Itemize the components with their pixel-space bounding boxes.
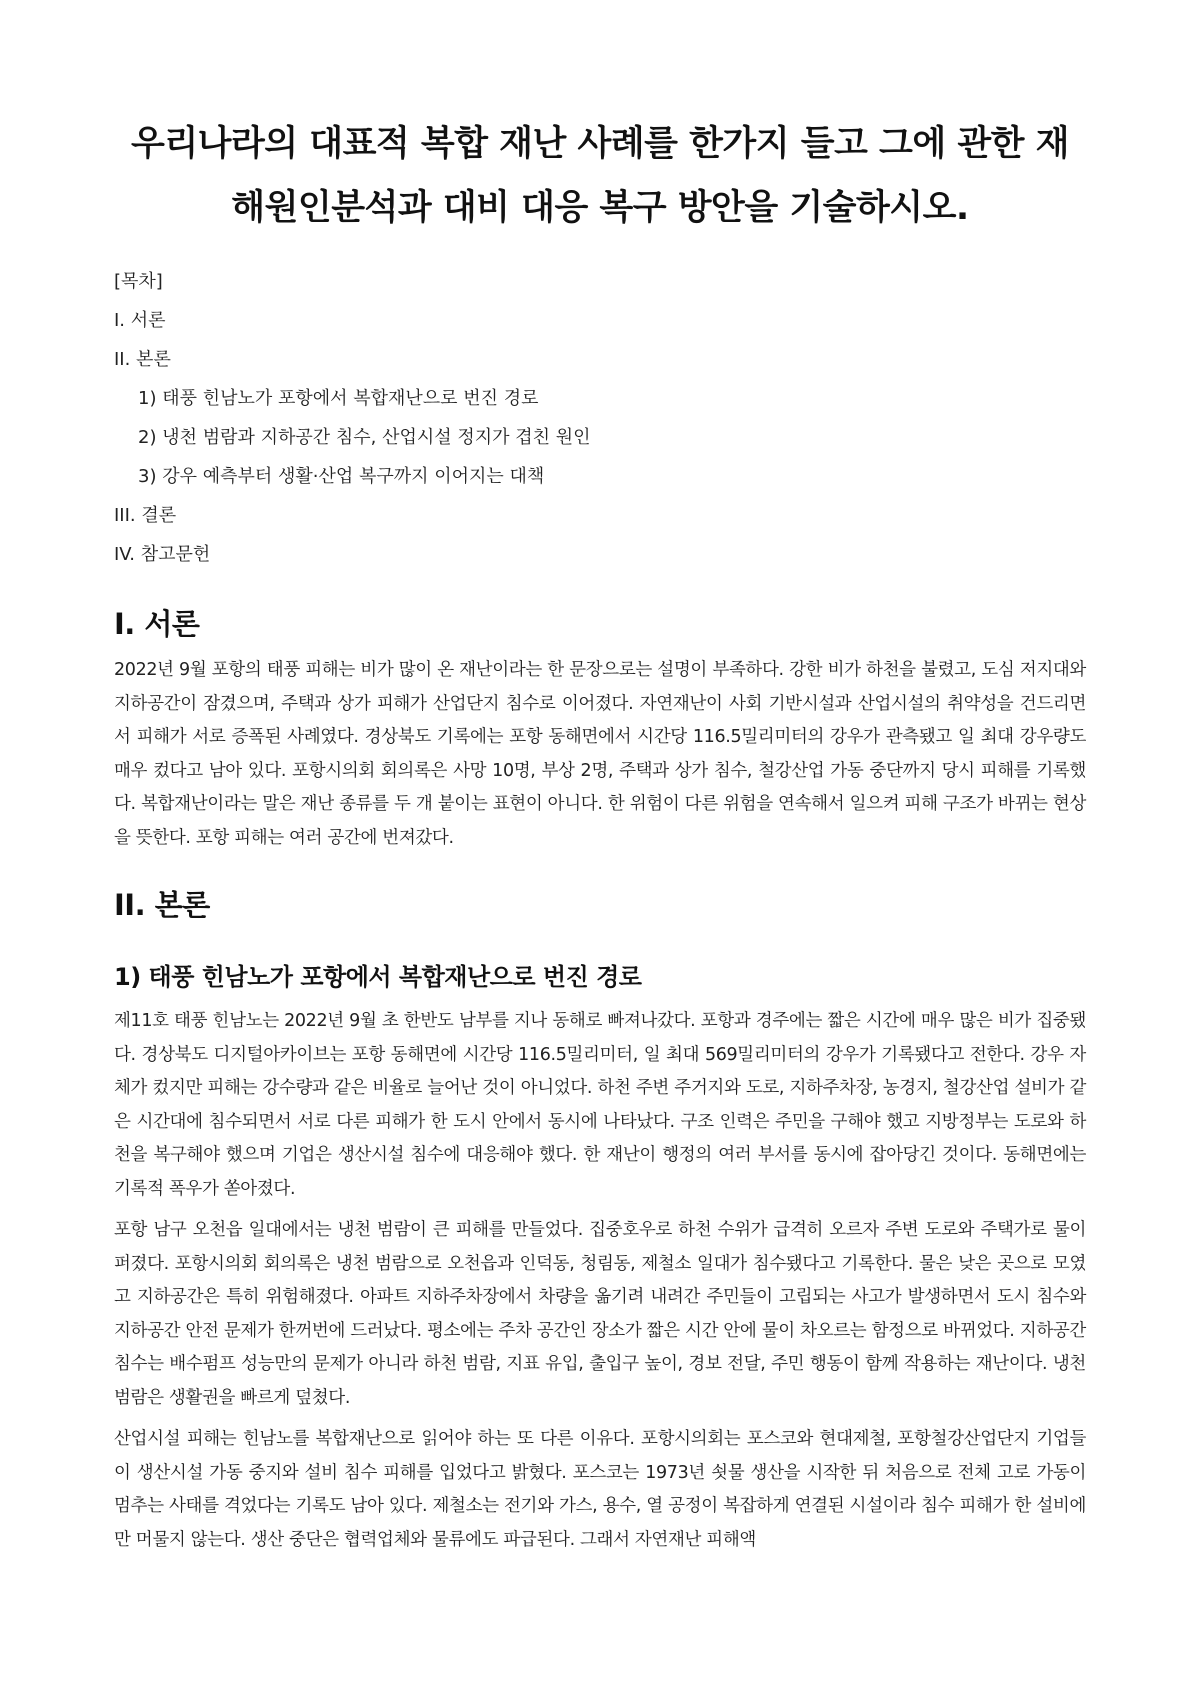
document-title-line-1: 우리나라의 대표적 복합 재난 사례를 한가지 들고 그에 관한 재 <box>131 124 1069 164</box>
body-heading: II. 본론 <box>114 888 210 922</box>
toc-heading: [목차] <box>114 271 163 292</box>
section-1-paragraph-3: 산업시설 피해는 힌남노를 복합재난으로 읽어야 하는 또 다른 이유다. 포항시의회는 포스코와 현대제철, 포항철강산업단지 기업들이 생산시설 가동 중지와 설비 침수 피해를 입었다고 밝혔다. 포스코는 1973년 쇳물 생산을 시작한 뒤 처음으로 전체 고로 가동이 멈추는 사태를 격었다는 기록도 남아 있다. 제철소는 전기와 가스, 용수, 열 공정이 복잡하게 연결된 시설이라 침수 피해가 한 설비에만 머물지 않는다. 생산 중단은 협력업체와 물류에도 파급된다. 그래서 자연재난 피해액 <box>114 1429 1086 1550</box>
section-1-paragraph-1: 제11호 태풍 힌남노는 2022년 9월 초 한반도 남부를 지나 동해로 빠져나갔다. 포항과 경주에는 짧은 시간에 매우 많은 비가 집중됐다. 경상북도 디지털아카이브는 포항 동해면에 시간당 116.5밀리미터, 일 최대 569밀리미터의 강우가 기록됐다고 전한다. 강우 자체가 컸지만 피해는 강수량과 같은 비율로 늘어난 것이 아니었다. 하천 주변 주거지와 도로, 지하주차장, 농경지, 철강산업 설비가 같은 시간대에 침수되면서 서로 다른 피해가 한 도시 안에서 동시에 나타났다. 구조 인력은 주민을 구해야 했고 지방정부는 도로와 하천을 복구해야 했으며 기업은 생산시설 침수에 대응해야 했다. 한 재난이 행정의 여러 부서를 동시에 잡아당긴 것이다. 동해면에는 기록적 폭우가 쏟아졌다. <box>114 1011 1086 1199</box>
toc-item-introduction: I. 서론 <box>114 310 166 331</box>
introduction-heading: I. 서론 <box>114 607 200 641</box>
document-title <box>114 112 1086 240</box>
toc-item-body-section-2: 2) 냉천 범람과 지하공간 침수, 산업시설 정지가 겹친 원인 <box>138 427 591 448</box>
table-of-contents <box>114 262 1086 574</box>
toc-item-body-section-3: 3) 강우 예측부터 생활·산업 복구까지 이어지는 대책 <box>138 466 545 487</box>
toc-item-references: IV. 참고문헌 <box>114 544 211 565</box>
section-1-heading: 1) 태풍 힌남노가 포항에서 복합재난으로 번진 경로 <box>114 963 642 991</box>
toc-item-conclusion: III. 결론 <box>114 505 177 526</box>
document-title-line-2: 해원인분석과 대비 대응 복구 방안을 기술하시오. <box>231 188 969 228</box>
toc-item-body: II. 본론 <box>114 349 171 370</box>
toc-item-body-section-1: 1) 태풍 힌남노가 포항에서 복합재난으로 번진 경로 <box>138 388 539 409</box>
introduction-paragraph: 2022년 9월 포항의 태풍 피해는 비가 많이 온 재난이라는 한 문장으로는 설명이 부족하다. 강한 비가 하천을 불렸고, 도심 저지대와 지하공간이 잠겼으며, 주택과 상가 피해가 산업단지 침수로 이어졌다. 자연재난이 사회 기반시설과 산업시설의 취약성을 건드리면서 피해가 서로 증폭된 사례였다. 경상북도 기록에는 포항 동해면에서 시간당 116.5밀리미터의 강우가 관측됐고 일 최대 강우량도 매우 컸다고 남아 있다. 포항시의회 회의록은 사망 10명, 부상 2명, 주택과 상가 침수, 철강산업 가동 중단까지 당시 피해를 기록했다. 복합재난이라는 말은 재난 종류를 두 개 붙이는 표현이 아니다. 한 위험이 다른 위험을 연속해서 일으켜 피해 구조가 바뀌는 현상을 뜻한다. 포항 피해는 여러 공간에 번져갔다. <box>114 660 1086 848</box>
section-1-paragraph-2: 포항 남구 오천읍 일대에서는 냉천 범람이 큰 피해를 만들었다. 집중호우로 하천 수위가 급격히 오르자 주변 도로와 주택가로 물이 퍼졌다. 포항시의회 회의록은 냉천 범람으로 오천읍과 인덕동, 청림동, 제철소 일대가 침수됐다고 기록한다. 물은 낮은 곳으로 모였고 지하공간은 특히 위험해졌다. 아파트 지하주차장에서 차량을 옮기려 내려간 주민들이 고립되는 사고가 발생하면서 도시 침수와 지하공간 안전 문제가 한꺼번에 드러났다. 평소에는 주차 공간인 장소가 짧은 시간 안에 물이 차오르는 함정으로 바뀌었다. 지하공간 침수는 배수펌프 성능만의 문제가 아니라 하천 범람, 지표 유입, 출입구 높이, 경보 전달, 주민 행동이 함께 작용하는 재난이다. 냉천 범람은 생활권을 빠르게 덮쳤다. <box>114 1220 1086 1408</box>
